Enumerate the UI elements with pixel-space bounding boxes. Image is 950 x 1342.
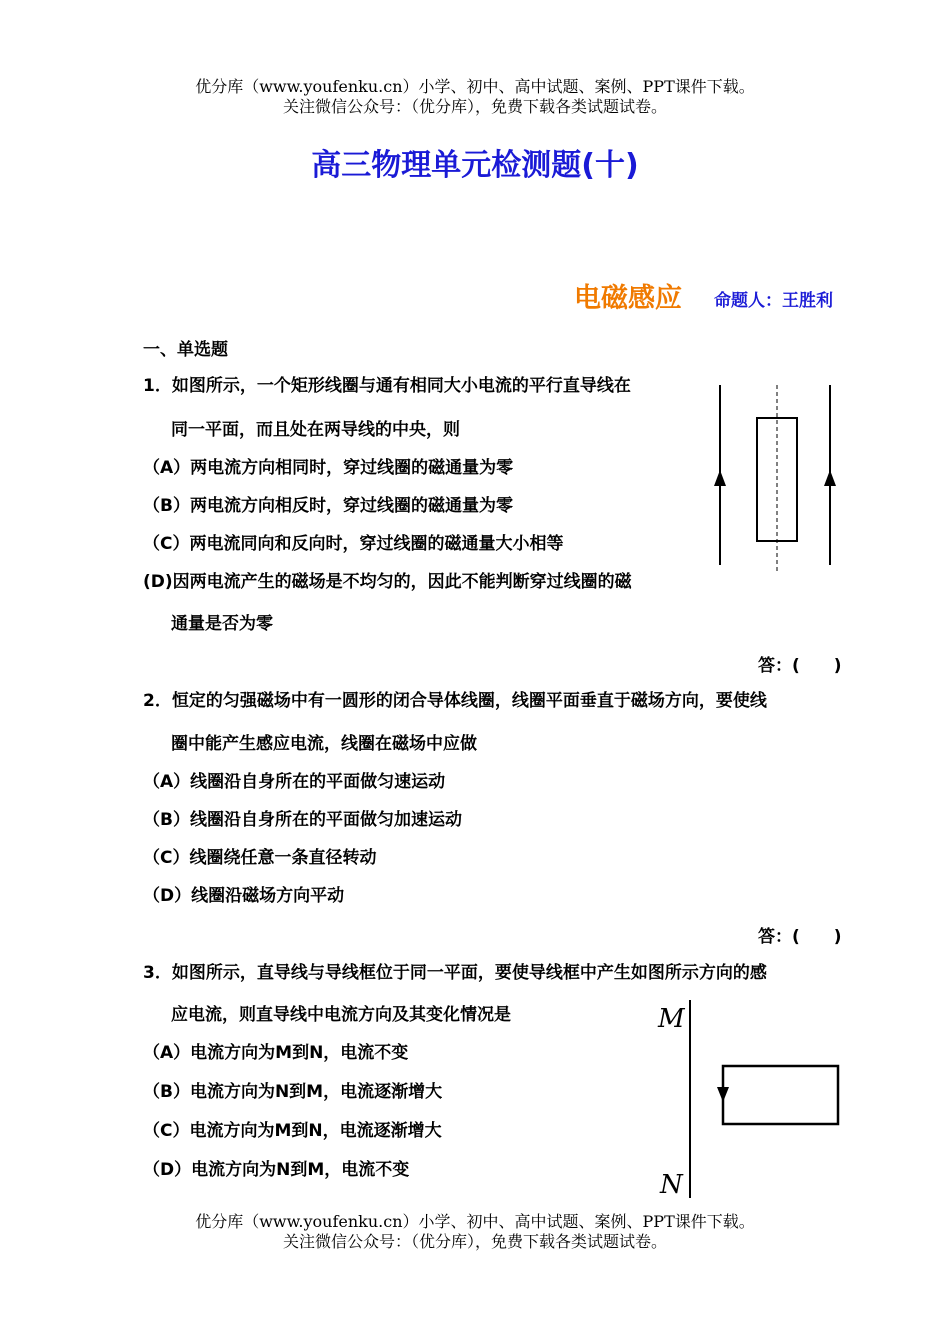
subject-title: 电磁感应	[574, 283, 682, 314]
q3-stem-line-2: 应电流，则直导线中电流方向及其变化情况是	[171, 1005, 511, 1025]
q2-answer-blank: 答：( )	[758, 927, 842, 947]
q2-stem-line-2: 圈中能产生感应电流，线圈在磁场中应做	[171, 734, 477, 754]
header-line-1: 优分库（www.youfenku.cn）小学、初中、高中试题、案例、PPT课件下载。	[195, 77, 755, 96]
q2-option-c: （C）线圈绕任意一条直径转动	[143, 848, 377, 868]
q1-option-d-line-2: 通量是否为零	[171, 614, 273, 634]
section-heading: 一、单选题	[143, 340, 228, 360]
header-line-2: 关注微信公众号：（优分库），免费下载各类试题试卷。	[282, 97, 667, 116]
q1-stem-line-2: 同一平面，而且处在两导线的中央，则	[171, 420, 460, 440]
q1-option-b: （B）两电流方向相反时，穿过线圈的磁通量为零	[143, 496, 513, 516]
right-wire-arrow-icon	[824, 470, 836, 486]
wire-frame	[723, 1066, 838, 1124]
q3-option-c: （C）电流方向为M到N，电流逐渐增大	[143, 1121, 442, 1141]
author-credit: 命题人：王胜利	[714, 291, 833, 311]
label-n: N	[660, 1170, 683, 1200]
q2-stem-line-1: 2．恒定的匀强磁场中有一圆形的闭合导体线圈，线圈平面垂直于磁场方向，要使线	[143, 691, 767, 711]
q1-stem-line-1: 1．如图所示，一个矩形线圈与通有相同大小电流的平行直导线在	[143, 376, 631, 396]
q2-option-b: （B）线圈沿自身所在的平面做匀加速运动	[143, 810, 462, 830]
q3-option-d: （D）电流方向为N到M，电流不变	[143, 1160, 410, 1180]
q3-stem-line-1: 3．如图所示，直导线与导线框位于同一平面，要使导线框中产生如图所示方向的感	[143, 963, 767, 983]
q1-figure	[700, 380, 850, 580]
footer-line-2: 关注微信公众号：（优分库），免费下载各类试题试卷。	[282, 1232, 667, 1251]
page-title: 高三物理单元检测题(十)	[311, 148, 639, 183]
q1-answer-blank: 答：( )	[758, 656, 842, 676]
q1-option-c: （C）两电流同向和反向时，穿过线圈的磁通量大小相等	[143, 534, 564, 554]
q3-figure	[650, 995, 850, 1205]
q1-option-a: （A）两电流方向相同时，穿过线圈的磁通量为零	[143, 458, 514, 478]
q1-option-d-line-1: (D)因两电流产生的磁场是不均匀的，因此不能判断穿过线圈的磁	[143, 572, 632, 592]
label-m: M	[658, 1004, 685, 1034]
footer-line-1: 优分库（www.youfenku.cn）小学、初中、高中试题、案例、PPT课件下载。	[195, 1212, 755, 1231]
left-wire-arrow-icon	[714, 470, 726, 486]
q2-option-d: （D）线圈沿磁场方向平动	[143, 886, 345, 906]
q2-option-a: （A）线圈沿自身所在的平面做匀速运动	[143, 772, 446, 792]
q3-option-b: （B）电流方向为N到M，电流逐渐增大	[143, 1082, 443, 1102]
q3-option-a: （A）电流方向为M到N，电流不变	[143, 1043, 409, 1063]
current-direction-arrow-icon	[717, 1087, 729, 1102]
